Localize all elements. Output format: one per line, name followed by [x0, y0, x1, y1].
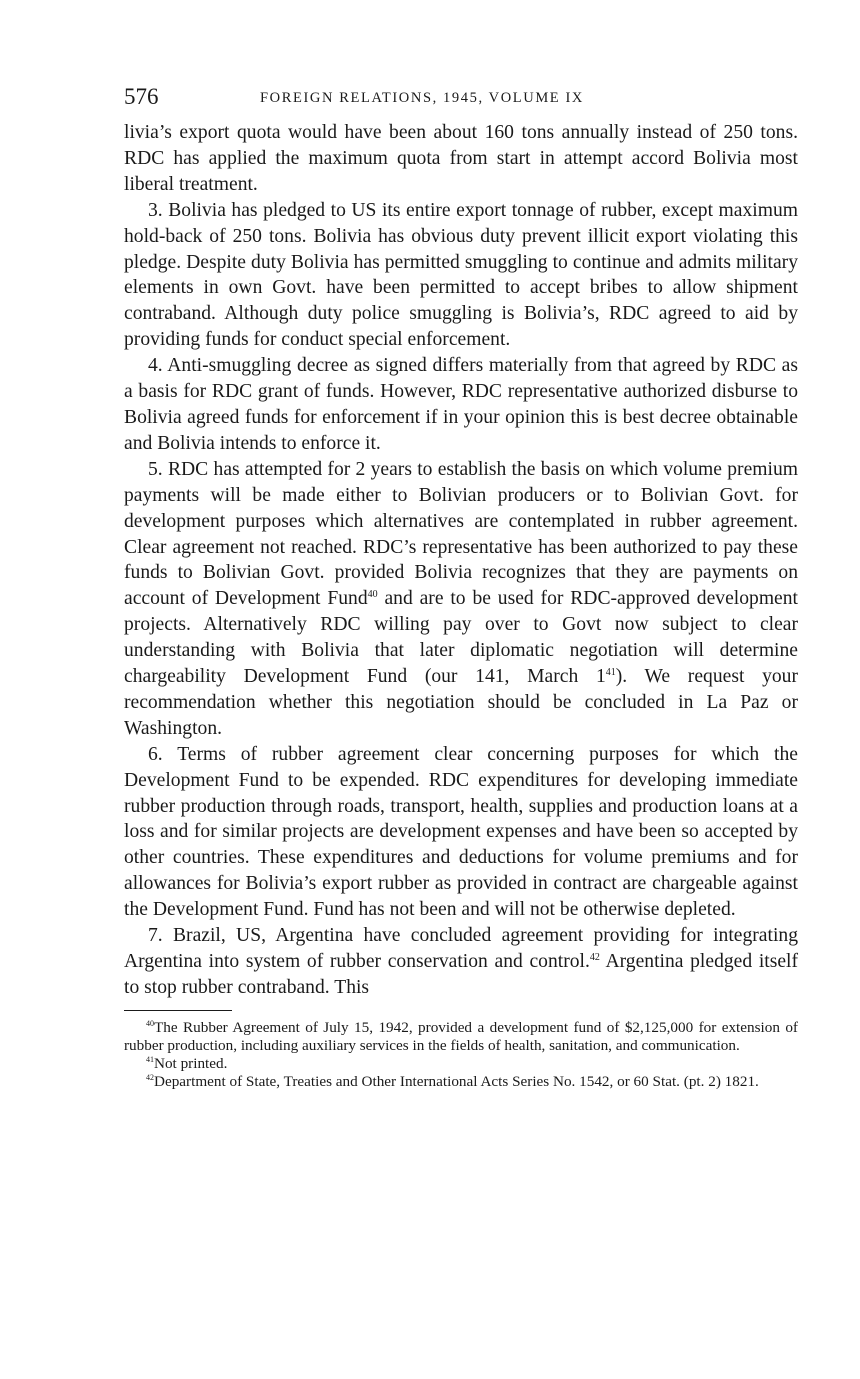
- footnote-text: The Rubber Agreement of July 15, 1942, provided a development fund of $2,125,000 for extension of rubber production, including auxiliary services in the fields of health, sanitation, and communication.: [124, 1018, 798, 1054]
- footnote-40: [124, 1019, 798, 1055]
- paragraph-continued: livia’s export quota would have been about 160 tons annually instead of 250 tons. RDC has applied the maximum quota from start in attempt accord Bolivia most liberal treatment.: [124, 122, 798, 195]
- footnote-marker: 40: [146, 1018, 154, 1028]
- footnote-ref-42[interactable]: 42: [589, 952, 600, 963]
- footnote-text: Department of State, Treaties and Other International Acts Series No. 1542, or 60 Stat. (pt. 2) 1821.: [154, 1072, 759, 1090]
- footnotes: [124, 1019, 798, 1091]
- footnote-42: [124, 1073, 798, 1091]
- paragraph-3: 3. Bolivia has pledged to US its entire export tonnage of rubber, except maximum hold-back of 250 tons. Bolivia has obvious duty prevent illicit export violating this pledge. Despite duty Bolivia has permitted smuggling to continue and admits military elements in own Govt. have been permitted to accept bribes to allow shipment contraband. Although duty police smuggling is Bolivia’s, RDC agreed to aid by providing funds for conduct special enforcement.: [124, 199, 798, 351]
- body-text: [124, 120, 798, 1001]
- footnote-marker: 41: [146, 1054, 154, 1064]
- footnote-ref-41[interactable]: 41: [605, 667, 616, 679]
- paragraph-7: [124, 923, 798, 1001]
- paragraph-5: [124, 457, 798, 742]
- page-header: [124, 84, 798, 120]
- paragraph-5-text-a: 5. RDC has attempted for 2 years to establish the basis on which volume premium payments will be made either to Bolivian producers or to Bolivian Govt. for development purposes which alternatives are contemplated in rubber agreement. Clear agreement not reached. RDC’s representative has been authorized to pay these funds to Bolivian Govt. provided Bolivia recognizes that they are payments on account of Development Fund: [124, 458, 798, 610]
- footnote-text: Not printed.: [154, 1054, 228, 1072]
- footnote-divider: [124, 1010, 232, 1011]
- paragraph-5-text-b: and are to be used for RDC-approved development projects. Alternatively RDC willing pay over to Govt now subject to clear understanding with Bolivia that later diplomatic negotiation will determine chargeability Development Fund (our 141, March 1: [124, 588, 798, 688]
- paragraph-4: 4. Anti-smuggling decree as signed differs materially from that agreed by RDC as a basis for RDC grant of funds. However, RDC representative authorized disburse to Bolivia agreed funds for enforcement if in your opinion this is best decree obtainable and Bolivia intends to enforce it.: [124, 355, 798, 454]
- footnote-marker: 42: [146, 1072, 154, 1082]
- footnote-41: [124, 1055, 798, 1073]
- page-number: 576: [124, 84, 159, 109]
- paragraph-7-text-b: Argentina pledged itself to stop rubber contraband. This: [124, 951, 799, 998]
- paragraph-6: 6. Terms of rubber agreement clear concerning purposes for which the Development Fund to be expended. RDC expenditures for developing immediate rubber production through roads, transport, health, supplies and production loans at a loss and for similar projects are development expenses and have been so accepted by other countries. These expenditures and deductions for volume premiums and for allowances for Bolivia’s export rubber as provided in contract are chargeable against the Development Fund. Fund has not been and will not be otherwise depleted.: [124, 743, 798, 921]
- document-page: [124, 84, 798, 1091]
- paragraph-7-text-a: 7. Brazil, US, Argentina have concluded agreement providing for integrating Argentina into system of rubber conservation and control.: [124, 925, 798, 972]
- footnote-ref-40[interactable]: 40: [367, 589, 378, 601]
- paragraph-5-text-c: ). We request your recommendation whether this negotiation should be concluded in La Paz or Washington.: [124, 666, 798, 739]
- running-head: FOREIGN RELATIONS, 1945, VOLUME IX: [260, 90, 584, 106]
